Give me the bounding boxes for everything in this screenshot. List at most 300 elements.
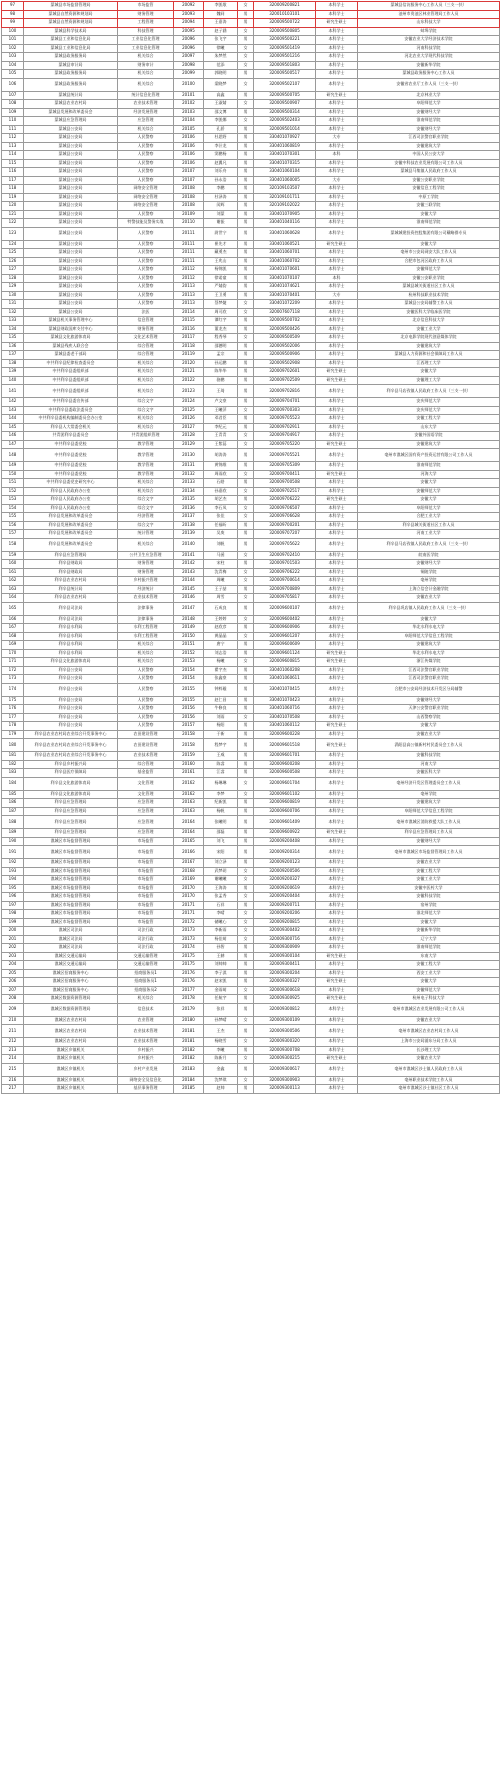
- position-name: 应急管理: [118, 829, 174, 838]
- school-or-workplace: 皖南医学院: [358, 551, 500, 560]
- exam-ticket-number: 320109102022: [254, 202, 316, 211]
- school-or-workplace: 安徽大学: [358, 479, 500, 488]
- exam-ticket-number: 320009700303: [254, 406, 316, 415]
- position-code: 20108: [174, 185, 204, 194]
- person-name: 李凯娜: [204, 117, 238, 126]
- position-code: 20148: [174, 615, 204, 624]
- table-row: [2, 36, 500, 45]
- gender: 男: [238, 219, 254, 228]
- row-number: 204: [2, 961, 24, 970]
- row-number: 112: [2, 134, 24, 143]
- exam-ticket-number: 320009702509: [254, 376, 316, 385]
- school-or-workplace: 亳州市谯城区国有资产投资运营有限公司工作人员: [358, 449, 500, 462]
- table-row: [2, 185, 500, 194]
- position-code: 20106: [174, 159, 204, 168]
- row-number: 196: [2, 893, 24, 902]
- row-number: 213: [2, 1046, 24, 1055]
- exam-ticket-number: 330401060611: [254, 675, 316, 684]
- employer-unit: 共青团利辛县委员会: [24, 432, 118, 441]
- gender: 女: [238, 300, 254, 309]
- person-name: 吴庚: [204, 530, 238, 539]
- row-number: 211: [2, 1025, 24, 1038]
- position-code: 20138: [174, 521, 204, 530]
- school-or-workplace: 安徽财经大学: [358, 125, 500, 134]
- employer-unit: 蒙城县工业和信息化局: [24, 44, 118, 53]
- position-code: 20095: [174, 27, 204, 36]
- position-name: 财务管理: [118, 10, 174, 19]
- exam-ticket-number: 320009300204: [254, 969, 316, 978]
- exam-ticket-number: 320009502403: [254, 117, 316, 126]
- gender: 男: [238, 807, 254, 816]
- table-row: [2, 240, 500, 249]
- position-name: 市场监管: [118, 876, 174, 885]
- row-number: 153: [2, 496, 24, 505]
- row-number: 216: [2, 1076, 24, 1085]
- education: 本科学士: [316, 675, 358, 684]
- position-code: 20166: [174, 846, 204, 859]
- position-code: 20131: [174, 462, 204, 471]
- employer-unit: 蒙城县应急管理局: [24, 117, 118, 126]
- position-code: 20128: [174, 432, 204, 441]
- position-code: 20096: [174, 44, 204, 53]
- position-name: 农田建设管理: [118, 739, 174, 752]
- row-number: 161: [2, 568, 24, 577]
- gender: 男: [238, 641, 254, 650]
- school-or-workplace: 天津公安警官职业学院: [358, 705, 500, 714]
- person-name: 谢曦曦: [204, 876, 238, 885]
- row-number: 97: [2, 2, 24, 11]
- exam-ticket-number: 330401060716: [254, 705, 316, 714]
- gender: 男: [238, 168, 254, 177]
- person-name: 于新: [204, 730, 238, 739]
- exam-ticket-number: 320009501419: [254, 44, 316, 53]
- employer-unit: 利辛县人大常委会机关: [24, 423, 118, 432]
- person-name: 王赫: [204, 952, 238, 961]
- position-name: 应急管理: [118, 807, 174, 816]
- table-row: [2, 978, 500, 987]
- exam-ticket-number: 320009700614: [254, 577, 316, 586]
- gender: 男: [238, 952, 254, 961]
- person-name: 金鑫: [204, 1063, 238, 1076]
- gender: 女: [238, 632, 254, 641]
- education: 本科学士: [316, 577, 358, 586]
- employer-unit: 蒙城县公安局: [24, 159, 118, 168]
- position-name: 综合文字: [118, 504, 174, 513]
- exam-ticket-number: 320009501803: [254, 61, 316, 70]
- exam-ticket-number: 330401070301: [254, 151, 316, 160]
- gender: 男: [238, 462, 254, 471]
- position-name: 农业技术管理: [118, 1025, 174, 1038]
- exam-ticket-number: 320009702816: [254, 385, 316, 398]
- row-number: 145: [2, 423, 24, 432]
- person-name: 严婧韵: [204, 283, 238, 292]
- table-row: [2, 927, 500, 936]
- education: 本科学士: [316, 560, 358, 569]
- position-code: 20109: [174, 210, 204, 219]
- person-name: 孙梦晴: [204, 1016, 238, 1025]
- education: 本科学士: [316, 61, 358, 70]
- person-name: 郭晓明: [204, 70, 238, 79]
- gender: 男: [238, 624, 254, 633]
- person-name: 李新雨: [204, 927, 238, 936]
- employer-unit: 蒙城县公安局: [24, 176, 118, 185]
- gender: 男: [238, 351, 254, 360]
- position-code: 20174: [174, 944, 204, 953]
- position-name: 市场监管: [118, 893, 174, 902]
- position-name: 招商服务员1: [118, 969, 174, 978]
- education: 研究生硕士: [316, 240, 358, 249]
- employer-unit: 谯城区市场监督管理局: [24, 867, 118, 876]
- table-row: [2, 910, 500, 919]
- education: 本科学士: [316, 790, 358, 799]
- gender: 男: [238, 530, 254, 539]
- row-number: 116: [2, 168, 24, 177]
- school-or-workplace: 亳州市谯城区农业农村局工作人员: [358, 1025, 500, 1038]
- person-name: 孔骄: [204, 125, 238, 134]
- row-number: 168: [2, 632, 24, 641]
- position-code: 20177: [174, 986, 204, 995]
- person-name: 邓君臣: [204, 415, 238, 424]
- position-name: 机关综合: [118, 53, 174, 62]
- row-number: 127: [2, 266, 24, 275]
- gender: 女: [238, 61, 254, 70]
- exam-ticket-number: 320010103101: [254, 10, 316, 19]
- table-row: [2, 901, 500, 910]
- school-or-workplace: 安徽财经大学: [358, 560, 500, 569]
- position-name: 财务管理: [118, 325, 174, 334]
- exam-ticket-number: 320009705622: [254, 538, 316, 551]
- row-number: 190: [2, 837, 24, 846]
- position-name: 科技管理: [118, 27, 174, 36]
- position-code: 20102: [174, 100, 204, 109]
- row-number: 181: [2, 752, 24, 761]
- position-name: 应急管理: [118, 816, 174, 829]
- education: 研究生硕士: [316, 440, 358, 449]
- position-code: 20111: [174, 240, 204, 249]
- position-code: 20181: [174, 1038, 204, 1047]
- gender: 男: [238, 496, 254, 505]
- position-name: 人民警察: [118, 291, 174, 300]
- school-or-workplace: 东南大学: [358, 952, 500, 961]
- exam-ticket-number: 320009300411: [254, 961, 316, 970]
- table-row: [2, 752, 500, 761]
- school-or-workplace: 淮南师范学院: [358, 462, 500, 471]
- row-number: 187: [2, 807, 24, 816]
- position-name: 人民警察: [118, 134, 174, 143]
- position-code: 20171: [174, 910, 204, 919]
- position-code: 20163: [174, 807, 204, 816]
- education: 研究生硕士: [316, 658, 358, 667]
- employer-unit: 蒙城县公安局: [24, 142, 118, 151]
- gender: 男: [238, 675, 254, 684]
- school-or-workplace: 蒙城县公安局辅警工作人员: [358, 300, 500, 309]
- table-row: [2, 837, 500, 846]
- school-or-workplace: 亳州市谯城区沙土镇人民政府工作人员: [358, 1063, 500, 1076]
- position-code: 20139: [174, 530, 204, 539]
- employer-unit: 利辛县人民政府办公室: [24, 487, 118, 496]
- person-name: 杨帆: [204, 807, 238, 816]
- position-code: 20106: [174, 151, 204, 160]
- education: 本科学士: [316, 807, 358, 816]
- exam-ticket-number: 330401060521: [254, 240, 316, 249]
- position-name: 人民警察: [118, 675, 174, 684]
- employer-unit: 谯城区数据资源管理局: [24, 1003, 118, 1016]
- position-name: 机关综合: [118, 125, 174, 134]
- employer-unit: 蒙城县科学技术局: [24, 27, 118, 36]
- person-name: 李鹏: [204, 185, 238, 194]
- exam-ticket-number: 320009600815: [254, 658, 316, 667]
- education: 本科学士: [316, 266, 358, 275]
- gender: 女: [238, 513, 254, 522]
- row-number: 129: [2, 283, 24, 292]
- education: 本科学士: [316, 918, 358, 927]
- position-name: 综合文字: [118, 406, 174, 415]
- person-name: 李子淇: [204, 969, 238, 978]
- person-name: 李晴: [204, 910, 238, 919]
- person-name: 任福昕: [204, 521, 238, 530]
- employer-unit: 谯城区乡镇机关: [24, 1046, 118, 1055]
- education: 本科学士: [316, 142, 358, 151]
- person-name: 张孟秀: [204, 893, 238, 902]
- employer-unit: 利辛县公安局: [24, 675, 118, 684]
- position-name: 司法行政: [118, 927, 174, 936]
- education: 本科学士: [316, 504, 358, 513]
- education: 本科学士: [316, 283, 358, 292]
- gender: 男: [238, 423, 254, 432]
- gender: 女: [238, 910, 254, 919]
- gender: 男: [238, 376, 254, 385]
- table-row: [2, 91, 500, 100]
- person-name: 赵帅: [204, 1085, 238, 1094]
- education: 本科学士: [316, 837, 358, 846]
- school-or-workplace: 安徽大学: [358, 240, 500, 249]
- gender: 女: [238, 927, 254, 936]
- person-name: 王卫勇: [204, 291, 238, 300]
- table-row: [2, 769, 500, 778]
- gender: 女: [238, 44, 254, 53]
- position-name: 人民警察: [118, 168, 174, 177]
- education: 本科学士: [316, 227, 358, 240]
- row-number: 124: [2, 240, 24, 249]
- school-or-workplace: 中国人民公安大学: [358, 151, 500, 160]
- education: 本科学士: [316, 300, 358, 309]
- person-name: 石成良: [204, 602, 238, 615]
- gender: 女: [238, 334, 254, 343]
- gender: 女: [238, 594, 254, 603]
- position-code: 20126: [174, 415, 204, 424]
- gender: 男: [238, 398, 254, 407]
- position-code: 20144: [174, 577, 204, 586]
- gender: 男: [238, 368, 254, 377]
- table-row: [2, 78, 500, 91]
- row-number: 110: [2, 117, 24, 126]
- employer-unit: 利辛县公安局: [24, 722, 118, 731]
- table-row: [2, 918, 500, 927]
- gender: 男: [238, 266, 254, 275]
- education: 本科学士: [316, 78, 358, 91]
- education: 研究生硕士: [316, 995, 358, 1004]
- position-code: 20145: [174, 585, 204, 594]
- person-name: 杨佳萌: [204, 935, 238, 944]
- table-row: [2, 1016, 500, 1025]
- row-number: 163: [2, 585, 24, 594]
- exam-ticket-number: 320009706222: [254, 496, 316, 505]
- person-name: 周曦: [204, 577, 238, 586]
- person-name: 刘帅帅: [204, 961, 238, 970]
- education: 本科学士: [316, 969, 358, 978]
- exam-ticket-number: 330401070601: [254, 266, 316, 275]
- row-number: 169: [2, 641, 24, 650]
- gender: 男: [238, 846, 254, 859]
- education: 本科学士: [316, 1063, 358, 1076]
- education: 本科学士: [316, 44, 358, 53]
- person-name: 徐曦: [204, 44, 238, 53]
- school-or-workplace: 江西司法警官职业学院: [358, 134, 500, 143]
- personnel-table: [1, 1, 500, 1094]
- gender: 男: [238, 415, 254, 424]
- table-row: [2, 27, 500, 36]
- gender: 男: [238, 1063, 254, 1076]
- education: 本科学士: [316, 415, 358, 424]
- position-name: 公共卫生应急管理: [118, 551, 174, 560]
- person-name: 王青青: [204, 432, 238, 441]
- person-name: 刘飞: [204, 837, 238, 846]
- table-row: [2, 168, 500, 177]
- table-row: [2, 219, 500, 228]
- school-or-workplace: 蒙城城建投资控股集团有限公司戴略群专员: [358, 227, 500, 240]
- gender: 男: [238, 602, 254, 615]
- school-or-workplace: 安徽建筑大学: [358, 799, 500, 808]
- position-name: 文化艺术管理: [118, 334, 174, 343]
- gender: 男: [238, 185, 254, 194]
- position-code: 20142: [174, 560, 204, 569]
- position-code: 20179: [174, 1003, 204, 1016]
- row-number: 191: [2, 846, 24, 859]
- table-row: [2, 884, 500, 893]
- school-or-workplace: 亳州职业技术学院工作人员: [358, 1076, 500, 1085]
- employer-unit: 谯城区乡镇机关: [24, 1055, 118, 1064]
- school-or-workplace: 安徽财经大学: [358, 696, 500, 705]
- row-number: 167: [2, 624, 24, 633]
- education: 本科学士: [316, 585, 358, 594]
- position-name: 机关综合: [118, 649, 174, 658]
- position-code: 20117: [174, 334, 204, 343]
- table-row: [2, 551, 500, 560]
- school-or-workplace: 淮南师范学院: [358, 117, 500, 126]
- person-name: 陈睿: [204, 760, 238, 769]
- employer-unit: 蒙城县委老干部局: [24, 351, 118, 360]
- position-name: 工业信息化管理: [118, 36, 174, 45]
- school-or-workplace: 安徽财经大学: [358, 837, 500, 846]
- person-name: 王子喆: [204, 585, 238, 594]
- exam-ticket-number: 320009501014: [254, 125, 316, 134]
- person-name: 赵仁昌: [204, 696, 238, 705]
- position-code: 20106: [174, 142, 204, 151]
- person-name: 李曦: [204, 1046, 238, 1055]
- education: 本科学士: [316, 615, 358, 624]
- school-or-workplace: 安徽公安职业学院: [358, 176, 500, 185]
- school-or-workplace: 利辛县巩店镇人民政府工作人员（三支一扶）: [358, 602, 500, 615]
- position-code: 20167: [174, 859, 204, 868]
- position-code: 20135: [174, 496, 204, 505]
- school-or-workplace: 安徽师范大学: [358, 266, 500, 275]
- employer-unit: 谯城区乡镇机关: [24, 1076, 118, 1085]
- school-or-workplace: 亳州市谯城区消防救援大队工作人员: [358, 816, 500, 829]
- person-name: 周雪: [204, 594, 238, 603]
- exam-ticket-number: 320009702911: [254, 423, 316, 432]
- school-or-workplace: 利辛县应急管理局工作人员: [358, 829, 500, 838]
- education: 研究生硕士: [316, 368, 358, 377]
- gender: 男: [238, 829, 254, 838]
- exam-ticket-number: 320009300925: [254, 995, 316, 1004]
- position-name: 机关综合: [118, 385, 174, 398]
- table-row: [2, 1063, 500, 1076]
- row-number: 217: [2, 1085, 24, 1094]
- school-or-workplace: 安徽大学: [358, 615, 500, 624]
- position-code: 20111: [174, 227, 204, 240]
- position-code: 20097: [174, 53, 204, 62]
- gender: 男: [238, 134, 254, 143]
- exam-ticket-number: 320009702517: [254, 487, 316, 496]
- gender: 男: [238, 91, 254, 100]
- exam-ticket-number: 330401060819: [254, 142, 316, 151]
- position-code: 20162: [174, 777, 204, 790]
- position-code: 20107: [174, 168, 204, 177]
- table-row: [2, 210, 500, 219]
- row-number: 117: [2, 176, 24, 185]
- employer-unit: 蒙城县公安局: [24, 210, 118, 219]
- row-number: 142: [2, 398, 24, 407]
- table-row: [2, 594, 500, 603]
- employer-unit: 谯城区市场监督管理局: [24, 876, 118, 885]
- row-number: 195: [2, 884, 24, 893]
- school-or-workplace: 安徽新华学院: [358, 61, 500, 70]
- exam-ticket-number: 320009600819: [254, 799, 316, 808]
- position-name: 教学管理: [118, 470, 174, 479]
- person-name: 王琦: [204, 385, 238, 398]
- employer-unit: 蒙城县公安局: [24, 291, 118, 300]
- row-number: 113: [2, 142, 24, 151]
- education: 本科学士: [316, 696, 358, 705]
- gender: 女: [238, 432, 254, 441]
- employer-unit: 蒙城县审计局: [24, 61, 118, 70]
- position-name: 人民警察: [118, 142, 174, 151]
- row-number: 178: [2, 722, 24, 731]
- gender: 男: [238, 961, 254, 970]
- education: 本科学士: [316, 359, 358, 368]
- position-code: 20173: [174, 935, 204, 944]
- school-or-workplace: 安徽师范大学: [358, 487, 500, 496]
- position-name: 农业技术管理: [118, 1038, 174, 1047]
- table-row: [2, 283, 500, 292]
- row-number: 133: [2, 317, 24, 326]
- gender: 女: [238, 100, 254, 109]
- school-or-workplace: 安徽大学: [358, 918, 500, 927]
- school-or-workplace: 北京电影学院现代创意媒体学院: [358, 334, 500, 343]
- table-row: [2, 624, 500, 633]
- person-name: 周雨欣: [204, 470, 238, 479]
- row-number: 150: [2, 470, 24, 479]
- row-number: 197: [2, 901, 24, 910]
- exam-ticket-number: 320009600906: [254, 624, 316, 633]
- school-or-workplace: 安徽省农业厅工作人员（三支一扶）: [358, 78, 500, 91]
- row-number: 177: [2, 713, 24, 722]
- table-row: [2, 602, 500, 615]
- education: 本科学士: [316, 876, 358, 885]
- person-name: 沈梦琪: [204, 1076, 238, 1085]
- table-row: [2, 440, 500, 449]
- position-name: 司法行政: [118, 935, 174, 944]
